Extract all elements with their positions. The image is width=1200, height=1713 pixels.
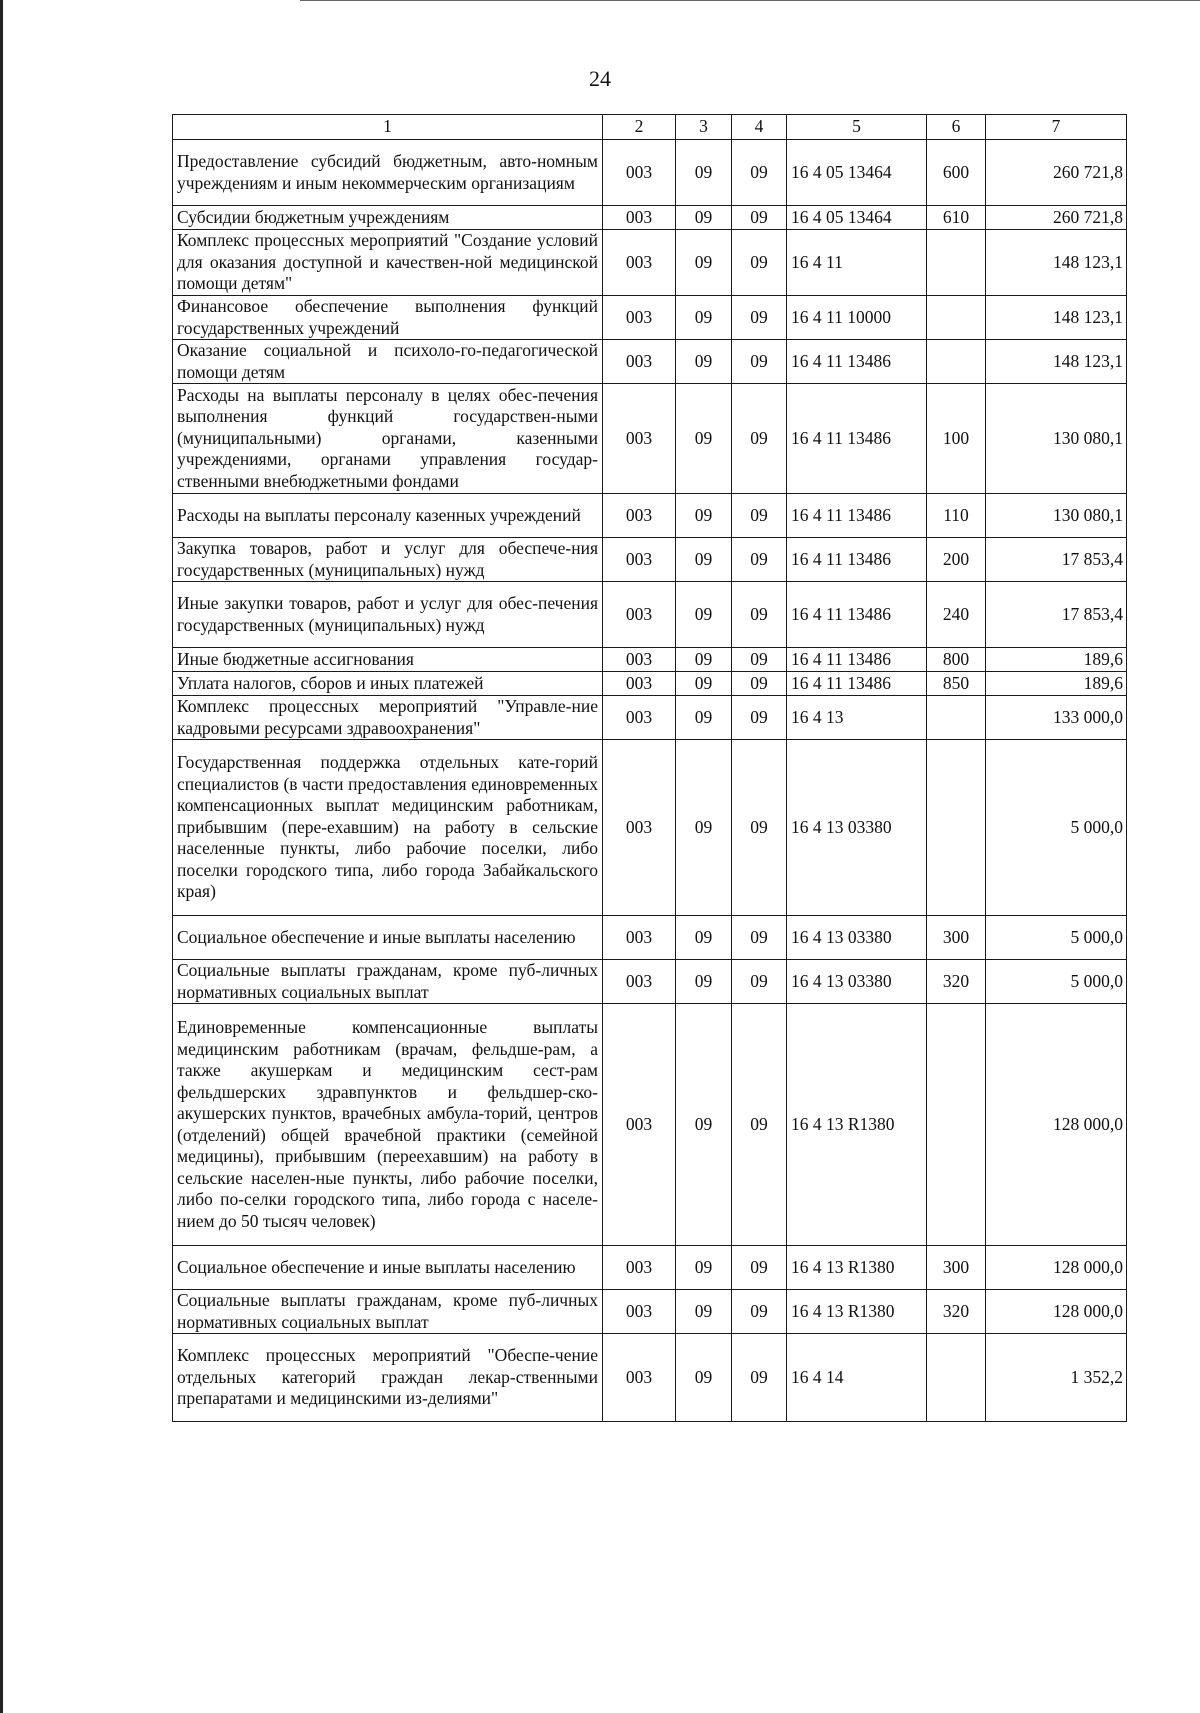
expense-type-cell bbox=[927, 296, 986, 340]
code-section-cell: 09 bbox=[676, 1004, 732, 1246]
code-section-cell: 09 bbox=[676, 230, 732, 296]
row-name-cell: Социальные выплаты гражданам, кроме пуб-личных нормативных социальных выплат bbox=[173, 960, 603, 1004]
header-cell-7: 7 bbox=[986, 115, 1127, 140]
code-admin-cell: 003 bbox=[603, 340, 676, 384]
code-subsection-cell: 09 bbox=[732, 582, 787, 648]
row-name-cell: Финансовое обеспечение выполнения функций государственных учреждений bbox=[173, 296, 603, 340]
code-section-cell: 09 bbox=[676, 1334, 732, 1422]
expense-type-cell: 610 bbox=[927, 206, 986, 230]
code-subsection-cell: 09 bbox=[732, 1246, 787, 1290]
code-section-cell: 09 bbox=[676, 384, 732, 494]
header-cell-3: 3 bbox=[676, 115, 732, 140]
amount-cell: 5 000,0 bbox=[986, 740, 1127, 916]
amount-cell: 148 123,1 bbox=[986, 296, 1127, 340]
code-subsection-cell: 09 bbox=[732, 916, 787, 960]
code-admin-cell: 003 bbox=[603, 672, 676, 696]
header-cell-5: 5 bbox=[787, 115, 927, 140]
code-admin-cell: 003 bbox=[603, 582, 676, 648]
table-row bbox=[173, 538, 1127, 582]
expense-type-cell: 300 bbox=[927, 916, 986, 960]
target-article-cell: 16 4 13 R1380 bbox=[787, 1290, 927, 1334]
target-article-cell: 16 4 05 13464 bbox=[787, 140, 927, 206]
row-name-cell: Комплекс процессных мероприятий "Создание условий для оказания доступной и качествен-ной медицинской помощи детям" bbox=[173, 230, 603, 296]
amount-cell: 128 000,0 bbox=[986, 1290, 1127, 1334]
expense-type-cell: 300 bbox=[927, 1246, 986, 1290]
code-section-cell: 09 bbox=[676, 960, 732, 1004]
amount-cell: 148 123,1 bbox=[986, 230, 1127, 296]
code-subsection-cell: 09 bbox=[732, 296, 787, 340]
row-name-cell: Государственная поддержка отдельных кате-горий специалистов (в части предоставления единовременных компенсационных выплат медицинским работникам, прибывшим (пере-ехавшим) на работу в сельские населенные пункты, либо рабочие поселки, либо поселки городского типа, либо города Забайкальского края) bbox=[173, 740, 603, 916]
row-name-cell: Закупка товаров, работ и услуг для обеспече-ния государственных (муниципальных) нужд bbox=[173, 538, 603, 582]
expense-type-cell bbox=[927, 696, 986, 740]
amount-cell: 189,6 bbox=[986, 672, 1127, 696]
amount-cell: 5 000,0 bbox=[986, 916, 1127, 960]
table-row bbox=[173, 648, 1127, 672]
code-section-cell: 09 bbox=[676, 340, 732, 384]
header-cell-2: 2 bbox=[603, 115, 676, 140]
target-article-cell: 16 4 11 13486 bbox=[787, 672, 927, 696]
target-article-cell: 16 4 13 R1380 bbox=[787, 1004, 927, 1246]
row-name-cell: Единовременные компенсационные выплаты медицинским работникам (врачам, фельдше-рам, а также акушеркам и медицинским сест-рам фельдшерских здравпунктов и фельдшер-ско-акушерских пунктов, врачебных амбула-торий, центров (отделений) общей врачебной практики (семейной медицины), прибывшим (переехавшим) на работу в сельские населен-ные пункты, либо рабочие поселки, либо по-селки городского типа, либо города с населе-нием до 50 тысяч человек) bbox=[173, 1004, 603, 1246]
table-row bbox=[173, 1004, 1127, 1246]
table-row bbox=[173, 206, 1127, 230]
amount-cell: 5 000,0 bbox=[986, 960, 1127, 1004]
code-admin-cell: 003 bbox=[603, 740, 676, 916]
target-article-cell: 16 4 11 13486 bbox=[787, 340, 927, 384]
table-row bbox=[173, 340, 1127, 384]
row-name-cell: Социальное обеспечение и иные выплаты населению bbox=[173, 1246, 603, 1290]
target-article-cell: 16 4 13 bbox=[787, 696, 927, 740]
code-subsection-cell: 09 bbox=[732, 672, 787, 696]
code-subsection-cell: 09 bbox=[732, 384, 787, 494]
expense-type-cell bbox=[927, 340, 986, 384]
expense-type-cell bbox=[927, 740, 986, 916]
expense-type-cell: 850 bbox=[927, 672, 986, 696]
code-admin-cell: 003 bbox=[603, 696, 676, 740]
amount-cell: 133 000,0 bbox=[986, 696, 1127, 740]
code-subsection-cell: 09 bbox=[732, 740, 787, 916]
header-cell-6: 6 bbox=[927, 115, 986, 140]
table-row bbox=[173, 916, 1127, 960]
table-header-row bbox=[173, 115, 1127, 140]
row-name-cell: Расходы на выплаты персоналу в целях обес-печения выполнения функций государствен-ными (муниципальными) органами, казенными учреждениями, органами управления государ-ственными внебюджетными фондами bbox=[173, 384, 603, 494]
row-name-cell: Предоставление субсидий бюджетным, авто-номным учреждениям и иным некоммерческим организациям bbox=[173, 140, 603, 206]
target-article-cell: 16 4 11 13486 bbox=[787, 494, 927, 538]
code-admin-cell: 003 bbox=[603, 230, 676, 296]
code-section-cell: 09 bbox=[676, 1246, 732, 1290]
code-section-cell: 09 bbox=[676, 582, 732, 648]
code-admin-cell: 003 bbox=[603, 648, 676, 672]
target-article-cell: 16 4 11 13486 bbox=[787, 582, 927, 648]
table-row bbox=[173, 696, 1127, 740]
expense-type-cell: 200 bbox=[927, 538, 986, 582]
row-name-cell: Социальное обеспечение и иные выплаты населению bbox=[173, 916, 603, 960]
table-row bbox=[173, 960, 1127, 1004]
table-row bbox=[173, 740, 1127, 916]
table-row bbox=[173, 384, 1127, 494]
table-row bbox=[173, 296, 1127, 340]
code-admin-cell: 003 bbox=[603, 1334, 676, 1422]
code-admin-cell: 003 bbox=[603, 384, 676, 494]
code-subsection-cell: 09 bbox=[732, 1334, 787, 1422]
expense-type-cell bbox=[927, 1004, 986, 1246]
target-article-cell: 16 4 13 R1380 bbox=[787, 1246, 927, 1290]
table-row bbox=[173, 494, 1127, 538]
code-admin-cell: 003 bbox=[603, 1004, 676, 1246]
target-article-cell: 16 4 11 13486 bbox=[787, 648, 927, 672]
amount-cell: 130 080,1 bbox=[986, 384, 1127, 494]
amount-cell: 260 721,8 bbox=[986, 140, 1127, 206]
scan-edge-shadow bbox=[0, 0, 3, 1713]
code-subsection-cell: 09 bbox=[732, 696, 787, 740]
expense-type-cell: 240 bbox=[927, 582, 986, 648]
code-section-cell: 09 bbox=[676, 1290, 732, 1334]
code-subsection-cell: 09 bbox=[732, 340, 787, 384]
row-name-cell: Расходы на выплаты персоналу казенных учреждений bbox=[173, 494, 603, 538]
code-subsection-cell: 09 bbox=[732, 538, 787, 582]
table-row bbox=[173, 140, 1127, 206]
code-subsection-cell: 09 bbox=[732, 960, 787, 1004]
amount-cell: 148 123,1 bbox=[986, 340, 1127, 384]
code-section-cell: 09 bbox=[676, 696, 732, 740]
code-admin-cell: 003 bbox=[603, 140, 676, 206]
header-cell-1: 1 bbox=[173, 115, 603, 140]
amount-cell: 130 080,1 bbox=[986, 494, 1127, 538]
code-section-cell: 09 bbox=[676, 206, 732, 230]
target-article-cell: 16 4 05 13464 bbox=[787, 206, 927, 230]
amount-cell: 260 721,8 bbox=[986, 206, 1127, 230]
expense-type-cell: 600 bbox=[927, 140, 986, 206]
row-name-cell: Иные бюджетные ассигнования bbox=[173, 648, 603, 672]
target-article-cell: 16 4 11 bbox=[787, 230, 927, 296]
row-name-cell: Оказание социальной и психоло-го-педагогической помощи детям bbox=[173, 340, 603, 384]
table-row bbox=[173, 1334, 1127, 1422]
code-admin-cell: 003 bbox=[603, 1246, 676, 1290]
target-article-cell: 16 4 14 bbox=[787, 1334, 927, 1422]
table-row bbox=[173, 1290, 1127, 1334]
header-cell-4: 4 bbox=[732, 115, 787, 140]
expense-type-cell: 320 bbox=[927, 1290, 986, 1334]
code-section-cell: 09 bbox=[676, 494, 732, 538]
target-article-cell: 16 4 11 10000 bbox=[787, 296, 927, 340]
row-name-cell: Субсидии бюджетным учреждениям bbox=[173, 206, 603, 230]
code-section-cell: 09 bbox=[676, 648, 732, 672]
code-admin-cell: 003 bbox=[603, 916, 676, 960]
table-row bbox=[173, 582, 1127, 648]
target-article-cell: 16 4 11 13486 bbox=[787, 538, 927, 582]
code-admin-cell: 003 bbox=[603, 960, 676, 1004]
amount-cell: 1 352,2 bbox=[986, 1334, 1127, 1422]
expense-type-cell bbox=[927, 1334, 986, 1422]
expense-type-cell: 320 bbox=[927, 960, 986, 1004]
code-subsection-cell: 09 bbox=[732, 140, 787, 206]
target-article-cell: 16 4 13 03380 bbox=[787, 916, 927, 960]
code-subsection-cell: 09 bbox=[732, 648, 787, 672]
row-name-cell: Иные закупки товаров, работ и услуг для обес-печения государственных (муниципальных) нужд bbox=[173, 582, 603, 648]
amount-cell: 17 853,4 bbox=[986, 582, 1127, 648]
scan-top-line bbox=[300, 0, 1200, 1]
code-admin-cell: 003 bbox=[603, 206, 676, 230]
code-admin-cell: 003 bbox=[603, 1290, 676, 1334]
amount-cell: 17 853,4 bbox=[986, 538, 1127, 582]
code-subsection-cell: 09 bbox=[732, 230, 787, 296]
code-subsection-cell: 09 bbox=[732, 1004, 787, 1246]
table-row bbox=[173, 672, 1127, 696]
code-subsection-cell: 09 bbox=[732, 494, 787, 538]
row-name-cell: Социальные выплаты гражданам, кроме пуб-личных нормативных социальных выплат bbox=[173, 1290, 603, 1334]
amount-cell: 128 000,0 bbox=[986, 1004, 1127, 1246]
code-subsection-cell: 09 bbox=[732, 1290, 787, 1334]
budget-table bbox=[172, 114, 1127, 1422]
target-article-cell: 16 4 13 03380 bbox=[787, 960, 927, 1004]
amount-cell: 128 000,0 bbox=[986, 1246, 1127, 1290]
table-row bbox=[173, 230, 1127, 296]
row-name-cell: Комплекс процессных мероприятий "Обеспе-чение отдельных категорий граждан лекар-ственными препаратами и медицинскими из-делиями" bbox=[173, 1334, 603, 1422]
target-article-cell: 16 4 13 03380 bbox=[787, 740, 927, 916]
table-row bbox=[173, 1246, 1127, 1290]
code-admin-cell: 003 bbox=[603, 538, 676, 582]
row-name-cell: Комплекс процессных мероприятий "Управле-ние кадровыми ресурсами здравоохранения" bbox=[173, 696, 603, 740]
code-section-cell: 09 bbox=[676, 140, 732, 206]
code-admin-cell: 003 bbox=[603, 296, 676, 340]
code-admin-cell: 003 bbox=[603, 494, 676, 538]
page-number: 24 bbox=[589, 66, 611, 91]
code-section-cell: 09 bbox=[676, 916, 732, 960]
code-section-cell: 09 bbox=[676, 538, 732, 582]
expense-type-cell bbox=[927, 230, 986, 296]
code-section-cell: 09 bbox=[676, 296, 732, 340]
expense-type-cell: 100 bbox=[927, 384, 986, 494]
row-name-cell: Уплата налогов, сборов и иных платежей bbox=[173, 672, 603, 696]
code-section-cell: 09 bbox=[676, 740, 732, 916]
code-section-cell: 09 bbox=[676, 672, 732, 696]
expense-type-cell: 110 bbox=[927, 494, 986, 538]
budget-table-container bbox=[172, 114, 1127, 1422]
expense-type-cell: 800 bbox=[927, 648, 986, 672]
amount-cell: 189,6 bbox=[986, 648, 1127, 672]
target-article-cell: 16 4 11 13486 bbox=[787, 384, 927, 494]
code-subsection-cell: 09 bbox=[732, 206, 787, 230]
